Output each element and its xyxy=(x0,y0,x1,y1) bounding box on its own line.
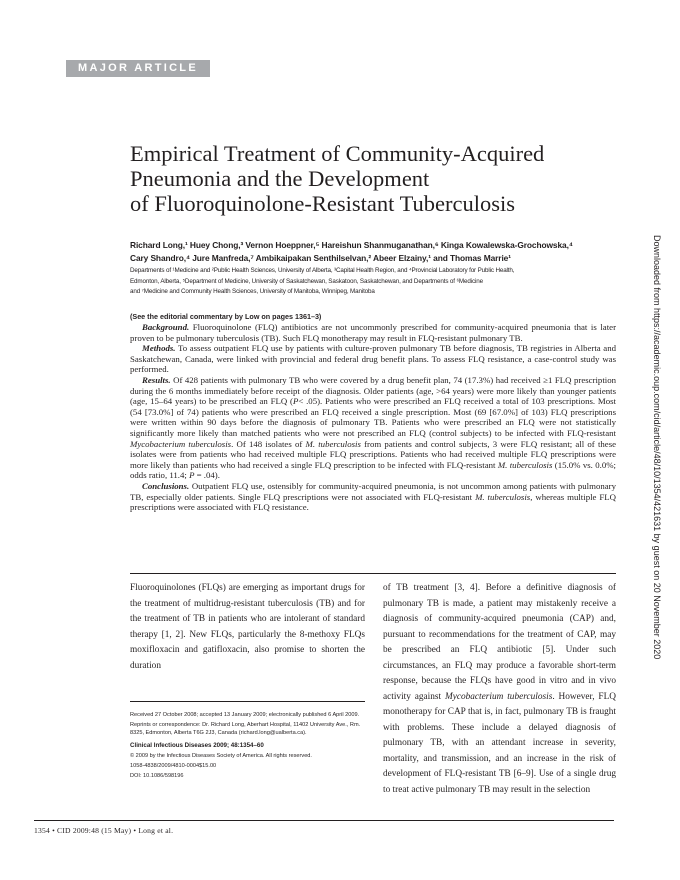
italic-p: P xyxy=(189,470,195,481)
abstract-heading: Results. xyxy=(142,374,171,385)
title-line: Pneumonia and the Development xyxy=(130,166,430,191)
doi-note: DOI: 10.1086/598196 xyxy=(130,773,184,780)
title-line: Empirical Treatment of Community-Acquired xyxy=(130,141,545,166)
abstract-text: < .05). Patients who were prescribed an FLQ received a total of 103 prescriptions. Most (54 [73.0%] of 74) patients who were prescribed an FLQ received a single prescription. Most (69 [67.0%] of 103) FLQ prescriptions were written within 90 days before the diagnosis of pulmonary TB. Patients who were prescribed an FLQ were not statistically significantly more likely than matched patients who were not prescribed an FLQ (control subjects) to be infected with FLQ-resistant xyxy=(130,396,617,438)
abstract-text: Of 428 patients with pulmonary TB who were covered by a drug benefit plan, 74 (17.3%) had received ≥1 FLQ prescription during the 6 months immediately before receipt of the diagnosis. Older patients (age, >64 years) were more likely than younger patients (age, 15–64 years) to be prescribed an FLQ ( xyxy=(130,374,617,407)
abstract-text: To assess outpatient FLQ use by patients with culture-proven pulmonary TB before diagnosis, TB registries in Alberta and Saskatchewan, Canada, were linked with provincial and federal drug benefit plans. To assess FLQ resistance, a case-control study was performed. xyxy=(130,343,616,375)
section-label-banner: MAJOR ARTICLE xyxy=(66,60,210,77)
abstract-text: , whereas multiple FLQ prescriptions were associated with FLQ resistance. xyxy=(130,491,616,513)
article-title xyxy=(130,141,600,216)
affiliation-line: Edmonton, Alberta, ⁵Department of Medicine, University of Saskatchewan, Saskatoon, Saskatchewan, and Departments of ⁶Medicine xyxy=(130,277,483,285)
abstract-conclusions xyxy=(130,481,616,513)
abstract-divider xyxy=(130,573,616,574)
body-column-right xyxy=(383,581,616,798)
italic-species: Mycobacterium tuberculosis xyxy=(444,691,553,702)
italic-species: M. tuberculosis xyxy=(475,491,531,502)
affiliation-line: and ⁷Medicine and Community Health Sciences, University of Manitoba, Winnipeg, Manitoba xyxy=(130,288,375,295)
abstract-text: . Of 148 isolates of xyxy=(231,438,306,449)
abstract-heading: Methods. xyxy=(142,343,176,354)
abstract xyxy=(130,322,616,513)
body-column-left xyxy=(130,581,365,674)
abstract-results xyxy=(130,375,616,481)
body-text: of TB treatment [3, 4]. Before a definitive diagnosis of pulmonary TB is made, a patient may mistakenly receive a diagnosis of community-acquired pneumonia (CAP) and, pursuant to recommendations for the treatment of CAP, may be prescribed an FLQ antibiotic [5]. Under such circumstances, an FLQ may produce a favorable short-term response, because the FLQs have good in vitro and in vivo activity against xyxy=(383,583,616,702)
italic-p: P xyxy=(292,396,299,407)
journal-citation: Clinical Infectious Diseases 2009; 48:1354–60 xyxy=(130,741,264,749)
abstract-text: (15.0% vs. 0.0%; odds ratio, 11.4; xyxy=(130,459,616,481)
page-footer: 1354 • CID 2009:48 (15 May) • Long et al. xyxy=(34,826,174,835)
footer-divider xyxy=(34,820,614,821)
received-note: Received 27 October 2008; accepted 13 January 2009; electronically published 6 April 2009. xyxy=(130,712,360,718)
author-list xyxy=(130,239,620,264)
abstract-heading: Background. xyxy=(142,322,190,332)
abstract-text: from patients and control subjects, 3 were FLQ resistant; all of these isolates were from patients who had received multiple FLQ prescriptions. Patients who had received multiple FLQ prescriptions were more likely than patients who had received a single FLQ prescription to be infected with FLQ-resistant xyxy=(130,438,617,470)
author-line: Richard Long,¹ Huey Chong,³ Vernon Hoeppner,⁵ Hareishun Shanmuganathan,⁶ Kinga Kowalewska-Grochowska,⁴ xyxy=(130,240,573,250)
abstract-heading: Conclusions. xyxy=(142,480,190,491)
italic-species: M. tuberculosis xyxy=(305,438,361,449)
abstract-background xyxy=(130,322,616,343)
body-paragraph: Fluoroquinolones (FLQs) are emerging as important drugs for the treatment of multidrug-resistant tuberculosis (TB) and for the treatment of TB in patients who are intolerant of standard therapy [1, 2]. New FLQs, particularly the 8-methoxy FLQs moxifloxacin and gatifloxacin, also promise to shorten the duration xyxy=(130,583,365,671)
body-paragraph xyxy=(383,581,616,798)
title-line: of Fluoroquinolone-Resistant Tuberculosis xyxy=(130,191,516,216)
editorial-note: (See the editorial commentary by Low on pages 1361–3) xyxy=(130,312,322,321)
italic-species: M. tuberculosis xyxy=(497,459,553,470)
download-sidebar: Downloaded from https://academic.oup.com/cid/article/48/10/1354/421631 by guest on 20 November 2020 xyxy=(652,235,662,660)
author-line: Cary Shandro,⁴ Jure Manfreda,⁷ Ambikaipakan Senthilselvan,² Abeer Elzainy,¹ and Thomas Marrie¹ xyxy=(130,252,511,263)
abstract-methods xyxy=(130,343,616,375)
issn-note: 1058-4838/2009/4810-0004$15.00 xyxy=(130,763,217,770)
reprints-note: Reprints or correspondence: Dr. Richard Long, Aberhart Hospital, 11402 University Ave., Rm. 8325, Edmonton, Alberta T6G 2J3, Canada (richard.long@ualberta.ca). xyxy=(130,722,361,737)
body-text: . However, FLQ monotherapy for CAP that is, in fact, pulmonary TB is fraught with problems. These include a delayed diagnosis of pulmonary TB, with an attendant increase in severity, mortality, and transmission, and an increase in the risk of development of FLQ-resistant TB [6–9]. Use of a single drug to treat active pulmonary TB may result in the selection xyxy=(383,691,616,795)
abstract-text: Fluoroquinolone (FLQ) antibiotics are not uncommonly prescribed for community-acquired pneumonia that is later proven to be pulmonary tuberculosis (TB). Such FLQ monotherapy may result in FLQ-resistant pulmonary TB. xyxy=(130,322,616,343)
affiliation-line: Departments of ¹Medicine and ²Public Health Sciences, University of Alberta, ³Capital Health Region, and ⁴Provincial Laboratory for Public Health, xyxy=(130,267,515,274)
abstract-text: = .04). xyxy=(194,470,220,481)
copyright-note: © 2009 by the Infectious Diseases Society of America. All rights reserved. xyxy=(130,752,312,759)
article-notes xyxy=(130,701,365,782)
abstract-text: Outpatient FLQ use, ostensibly for community-acquired pneumonia, is not uncommon among patients with pulmonary TB, especially older patients. Single FLQ prescriptions were not associated with FLQ-resistant xyxy=(130,480,616,502)
italic-species: Mycobacterium tuberculosis xyxy=(130,438,232,449)
affiliations xyxy=(130,266,620,298)
